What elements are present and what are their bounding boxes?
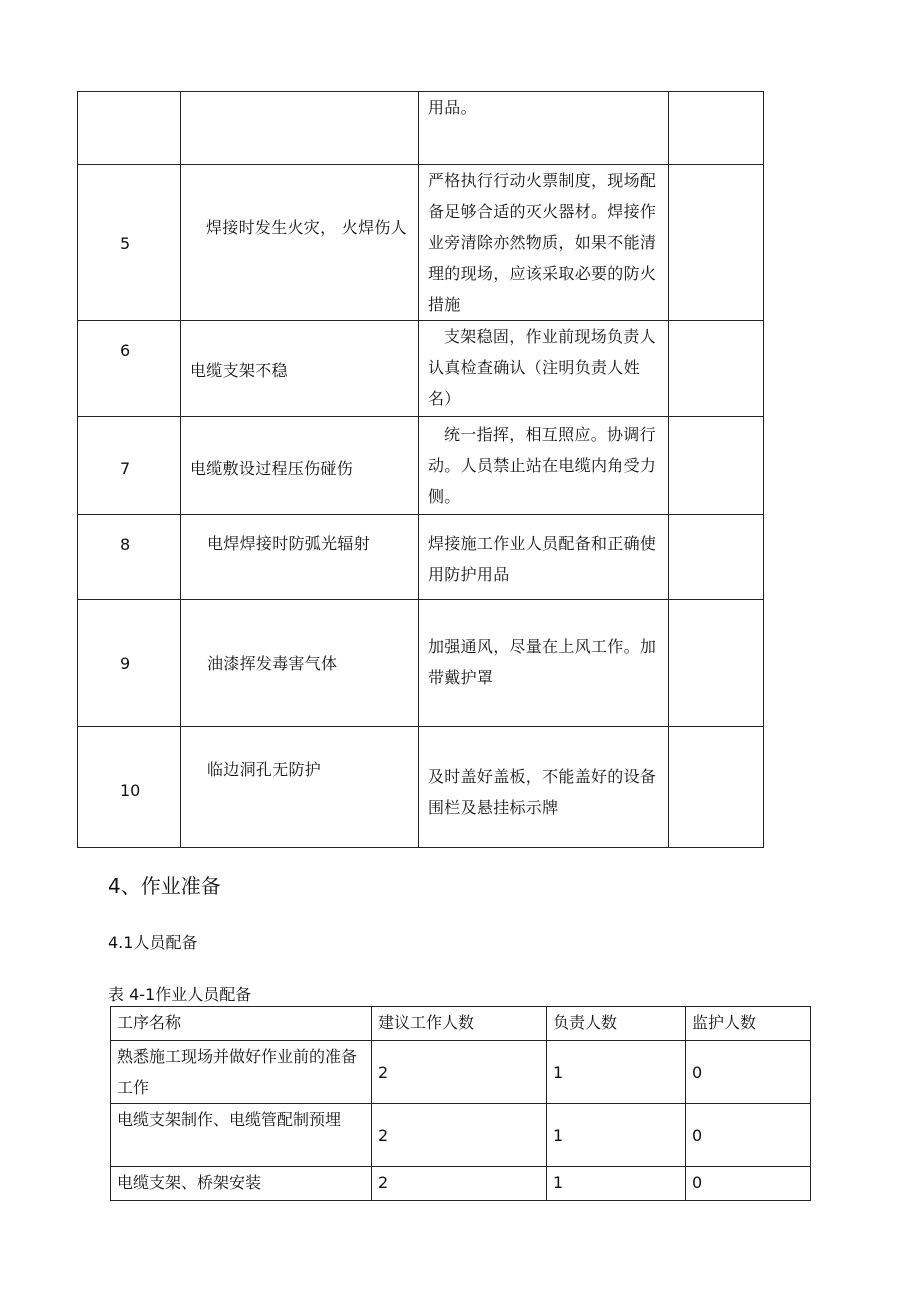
table-row xyxy=(111,1104,811,1167)
row-number-cell: 9 xyxy=(78,600,181,727)
header-workers: 建议工作人数 xyxy=(372,1007,547,1041)
workers-cell: 2 xyxy=(372,1104,547,1167)
leaders-cell: 1 xyxy=(547,1167,686,1201)
measure-cell: 用品。 xyxy=(419,92,669,165)
row-number-cell: 10 xyxy=(78,727,181,848)
leaders-cell: 1 xyxy=(547,1041,686,1104)
remark-cell xyxy=(669,600,764,727)
hazard-cell: 临边洞孔无防护 xyxy=(181,727,419,848)
row-number-cell xyxy=(78,92,181,165)
table-row xyxy=(78,321,764,417)
workers-cell: 2 xyxy=(372,1041,547,1104)
hazard-cell: 油漆挥发毒害气体 xyxy=(181,600,419,727)
remark-cell xyxy=(669,321,764,417)
workers-cell: 2 xyxy=(372,1167,547,1201)
table-row xyxy=(78,92,764,165)
row-number-cell: 6 xyxy=(78,321,181,417)
remark-cell xyxy=(669,92,764,165)
remark-cell xyxy=(669,727,764,848)
section-title: 4、作业准备 xyxy=(108,874,221,898)
row-number-cell: 7 xyxy=(78,417,181,515)
remark-cell xyxy=(669,417,764,515)
table-header-row xyxy=(111,1007,811,1041)
staffing-table xyxy=(110,1006,811,1201)
guardians-cell: 0 xyxy=(686,1167,811,1201)
hazard-cell: 焊接时发生火灾， 火焊伤人 xyxy=(181,165,419,321)
measure-cell: 支架稳固，作业前现场负责人认真检查确认（注明负责人姓名） xyxy=(419,321,669,417)
measure-cell: 严格执行行动火票制度，现场配备足够合适的灭火器材。焊接作业旁清除亦然物质，如果不能清理的现场，应该采取必要的防火措施 xyxy=(419,165,669,321)
process-cell: 熟悉施工现场并做好作业前的准备工作 xyxy=(111,1041,372,1104)
risk-control-table xyxy=(77,91,764,848)
process-cell: 电缆支架、桥架安装 xyxy=(111,1167,372,1201)
table-row xyxy=(78,727,764,848)
header-guardians: 监护人数 xyxy=(686,1007,811,1041)
table-row xyxy=(111,1167,811,1201)
row-number-cell: 5 xyxy=(78,165,181,321)
process-cell: 电缆支架制作、电缆管配制预埋 xyxy=(111,1104,372,1167)
table-row xyxy=(78,600,764,727)
row-number-cell: 8 xyxy=(78,515,181,600)
table-row xyxy=(78,417,764,515)
remark-cell xyxy=(669,165,764,321)
table-row xyxy=(78,165,764,321)
subsection-title: 4.1人员配备 xyxy=(108,933,198,952)
hazard-cell xyxy=(181,92,419,165)
header-leaders: 负责人数 xyxy=(547,1007,686,1041)
hazard-cell: 电缆敷设过程压伤碰伤 xyxy=(181,417,419,515)
measure-cell: 加强通风，尽量在上风工作。加带戴护罩 xyxy=(419,600,669,727)
table-row xyxy=(78,515,764,600)
table-caption: 表 4-1作业人员配备 xyxy=(108,985,252,1004)
guardians-cell: 0 xyxy=(686,1041,811,1104)
guardians-cell: 0 xyxy=(686,1104,811,1167)
leaders-cell: 1 xyxy=(547,1104,686,1167)
header-process: 工序名称 xyxy=(111,1007,372,1041)
measure-cell: 焊接施工作业人员配备和正确使用防护用品 xyxy=(419,515,669,600)
table-row xyxy=(111,1041,811,1104)
hazard-cell: 电缆支架不稳 xyxy=(181,321,419,417)
measure-cell: 统一指挥，相互照应。协调行动。人员禁止站在电缆内角受力侧。 xyxy=(419,417,669,515)
hazard-cell: 电焊焊接时防弧光辐射 xyxy=(181,515,419,600)
remark-cell xyxy=(669,515,764,600)
measure-cell: 及时盖好盖板，不能盖好的设备围栏及悬挂标示牌 xyxy=(419,727,669,848)
